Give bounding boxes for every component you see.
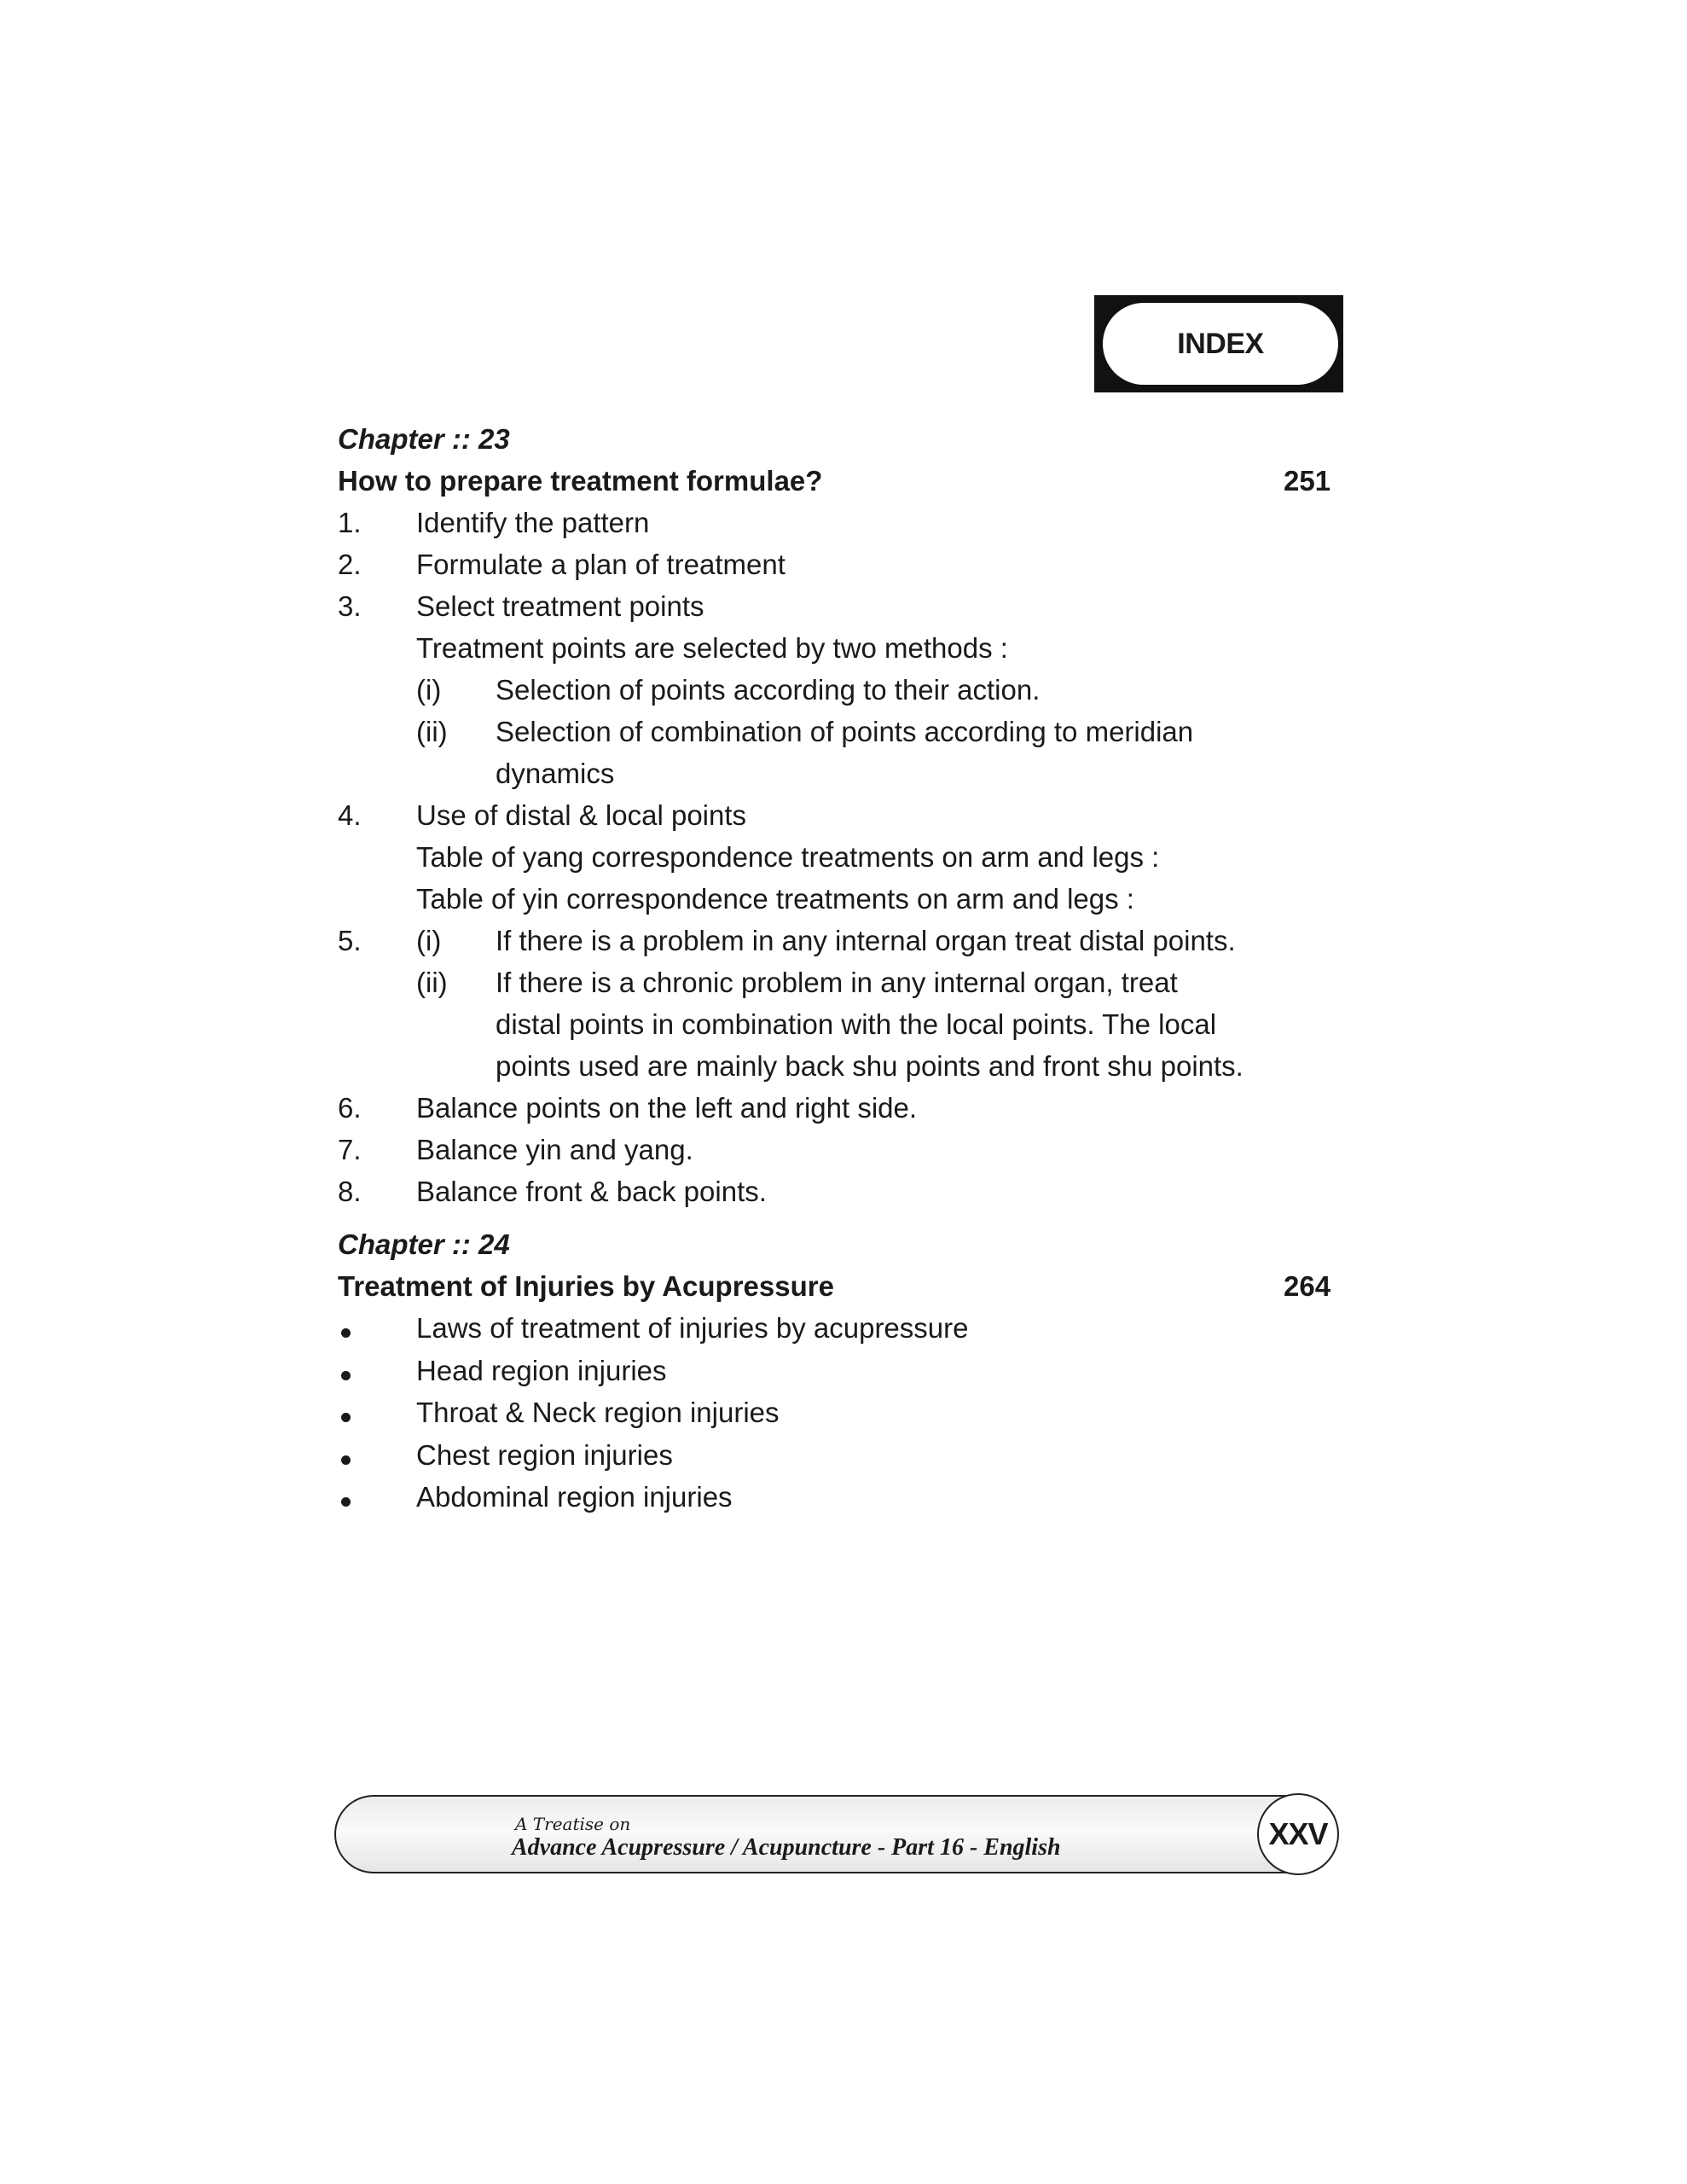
sub-item-text: Selection of points according to their action. — [496, 674, 1041, 706]
bullet-text: Chest region injuries — [416, 1439, 673, 1471]
item-text: Identify the pattern — [416, 507, 650, 538]
footer-page-number: XXV — [1257, 1793, 1339, 1875]
item-number: 1. — [338, 507, 362, 538]
item-number: 7. — [338, 1134, 362, 1165]
bullet-text: Throat & Neck region injuries — [416, 1397, 780, 1428]
sub-item-text: points used are mainly back shu points and front shu points. — [496, 1050, 1244, 1082]
sub-item-number: (ii) — [416, 967, 448, 998]
item-number: 6. — [338, 1092, 362, 1124]
page-footer — [334, 1795, 1343, 1877]
chapter-23-title: How to prepare treatment formulae? — [338, 465, 823, 497]
bullet-icon — [341, 1455, 351, 1465]
chapter-24-label: Chapter :: 24 — [338, 1228, 510, 1260]
footer-book-title: Advance Acupressure / Acupuncture - Part 16 - English — [512, 1834, 1061, 1861]
item-text: Table of yang correspondence treatments on arm and legs : — [416, 841, 1160, 873]
sub-item-number: (i) — [416, 925, 442, 956]
bullet-icon — [341, 1497, 351, 1507]
item-text: Table of yin correspondence treatments on arm and legs : — [416, 883, 1134, 915]
chapter-24-title: Treatment of Injuries by Acupressure — [338, 1270, 834, 1302]
item-number: 5. — [338, 925, 362, 956]
bullet-text: Laws of treatment of injuries by acupressure — [416, 1312, 969, 1344]
bullet-icon — [341, 1413, 351, 1422]
item-text: Use of distal & local points — [416, 799, 747, 831]
sub-item-text: If there is a chronic problem in any internal organ, treat — [496, 967, 1178, 998]
item-text: Treatment points are selected by two methods : — [416, 632, 1008, 664]
bullet-text: Abdominal region injuries — [416, 1481, 733, 1513]
item-text: Select treatment points — [416, 590, 704, 622]
chapter-23-label: Chapter :: 23 — [338, 423, 510, 455]
index-label: INDEX — [1103, 303, 1338, 385]
index-header-box — [1094, 295, 1343, 392]
chapter-23-page: 251 — [1284, 465, 1331, 497]
sub-item-text: dynamics — [496, 758, 615, 789]
sub-item-number: (ii) — [416, 716, 448, 747]
item-number: 2. — [338, 549, 362, 580]
bullet-icon — [341, 1371, 351, 1380]
item-number: 8. — [338, 1176, 362, 1207]
sub-item-number: (i) — [416, 674, 442, 706]
item-text: Balance front & back points. — [416, 1176, 767, 1207]
bullet-text: Head region injuries — [416, 1355, 667, 1386]
sub-item-text: If there is a problem in any internal organ treat distal points. — [496, 925, 1236, 956]
bullet-icon — [341, 1328, 351, 1338]
item-text: Formulate a plan of treatment — [416, 549, 786, 580]
sub-item-text: distal points in combination with the local points. The local — [496, 1008, 1217, 1040]
chapter-24-page: 264 — [1284, 1270, 1331, 1302]
item-number: 3. — [338, 590, 362, 622]
item-text: Balance yin and yang. — [416, 1134, 693, 1165]
footer-subtitle: A Treatise on — [515, 1814, 631, 1834]
item-number: 4. — [338, 799, 362, 831]
sub-item-text: Selection of combination of points according to meridian — [496, 716, 1194, 747]
item-text: Balance points on the left and right side. — [416, 1092, 918, 1124]
